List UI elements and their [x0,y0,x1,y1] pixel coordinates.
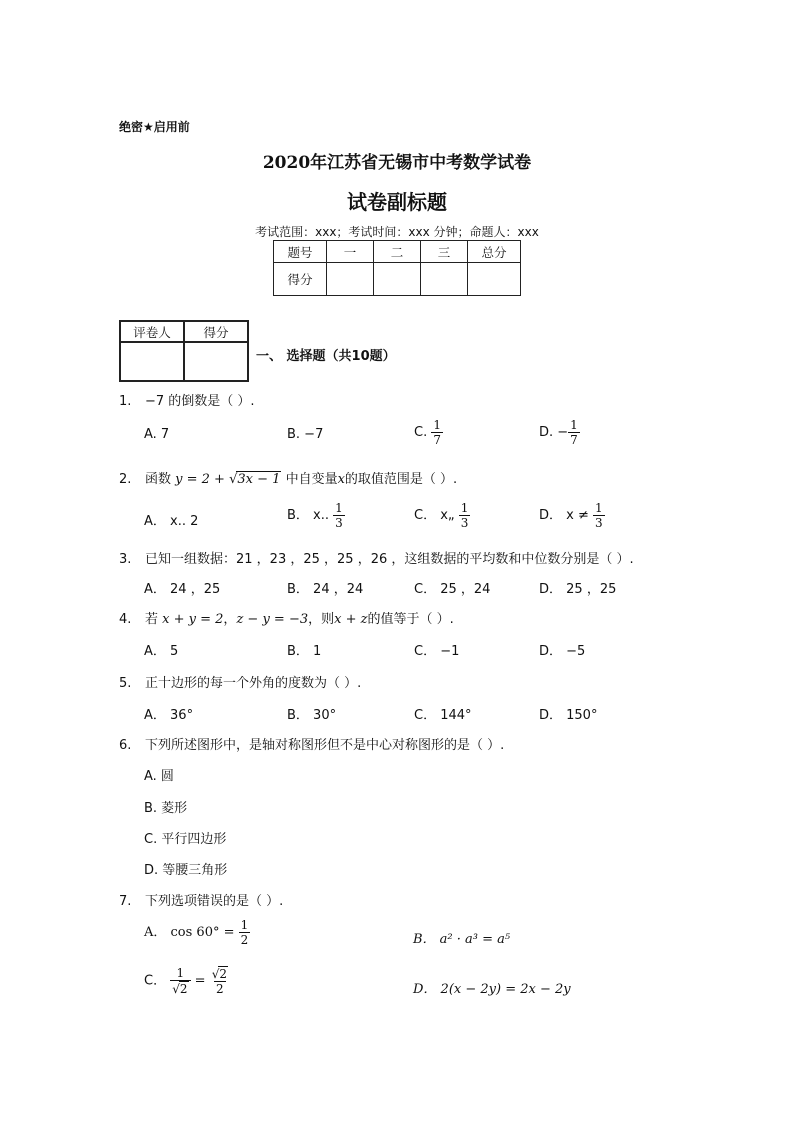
question-3-option-a: A． 24 ，25 [144,582,221,597]
question-6-option-a: A. 圆 [144,769,174,784]
section-title: 一、 选择题（共10题） [256,349,396,364]
question-4-option-a: A． 5 [144,644,179,659]
exam-info: 考试范围：xxx；考试时间：xxx 分钟；命题人：xxx [255,225,539,239]
question-4-option-c: C． −1 [414,644,460,659]
question-6: 6. 下列所述图形中，是轴对称图形但不是中心对称图形的是（ ）. [119,738,505,753]
question-2-option-c: C． x„ $\frac{1}{3}$ [414,501,469,530]
score-header-cell: 三 [421,241,468,263]
score-table [273,240,521,296]
grader-cell [184,342,248,381]
question-1-option-c: C. $\frac{1}{7}$ [414,418,441,447]
question-7-option-a: A． cos 60° = $\frac{1}{2}$ [144,918,249,947]
grader-table [119,320,249,382]
score-cell [327,263,374,296]
question-6-option-c: C. 平行四边形 [144,832,227,847]
question-5-option-a: A． 36° [144,708,194,723]
question-3-option-c: C． 25 ，24 [414,582,491,597]
question-1-option-b: B. −7 [287,427,324,442]
question-6-option-d: D. 等腰三角形 [144,863,228,878]
score-header-cell: 一 [327,241,374,263]
question-3-option-b: B． 24 ，24 [287,582,364,597]
question-1-option-a: A. 7 [144,427,170,442]
score-row-label: 得分 [274,263,327,296]
question-3: 3. 已知一组数据：21 ，23 ，25 ，25 ，26 ，这组数据的平均数和中位数分别是（ ）. [119,552,634,567]
score-header-cell: 题号 [274,241,327,263]
question-1-option-d: D. − $\frac{1}{7}$ [539,418,578,447]
question-2-option-d: D． x ≠ $\frac{1}{3}$ [539,501,603,530]
confidential-label: 绝密★启用前 [119,120,190,134]
score-cell [468,263,521,296]
score-cell [374,263,421,296]
grader-header-cell: 评卷人 [120,321,184,342]
exam-title: 2020年江苏省无锡市中考数学试卷 [262,153,532,173]
score-header-cell: 总分 [468,241,521,263]
question-2-option-a: A． x.. 2 [144,514,199,529]
question-1: 1. −7 的倒数是（ ）. [119,394,255,409]
question-2-option-b: B． x.. $\frac{1}{3}$ [287,501,343,530]
score-header-cell: 二 [374,241,421,263]
question-4-option-d: D． −5 [539,644,586,659]
question-5-option-c: C． 144° [414,708,472,723]
question-7-option-d: D． 2(x − 2y) = 2x − 2y [413,982,571,997]
question-7-option-b: B． a² · a³ = a⁵ [413,932,511,947]
question-5-option-b: B． 30° [287,708,337,723]
question-4: 4. 若 x + y = 2，z − y = −3，则x + z的值等于（ ）. [119,612,454,627]
question-7-option-c: C． $\frac{1}{√2}$ = $\frac{√2}{2}$ [144,966,227,996]
question-5: 5. 正十边形的每一个外角的度数为（ ）. [119,676,362,691]
grader-cell [120,342,184,381]
question-3-option-d: D． 25 ，25 [539,582,617,597]
question-5-option-d: D． 150° [539,708,598,723]
exam-subtitle: 试卷副标题 [347,190,447,214]
grader-header-cell: 得分 [184,321,248,342]
question-6-option-b: B. 菱形 [144,801,188,816]
score-cell [421,263,468,296]
question-7: 7. 下列选项错误的是（ ）. [119,894,284,909]
question-4-option-b: B． 1 [287,644,322,659]
question-2: 2. 函数 y = 2 + √3x − 1 中自变量x的取值范围是（ ）. [119,472,458,487]
